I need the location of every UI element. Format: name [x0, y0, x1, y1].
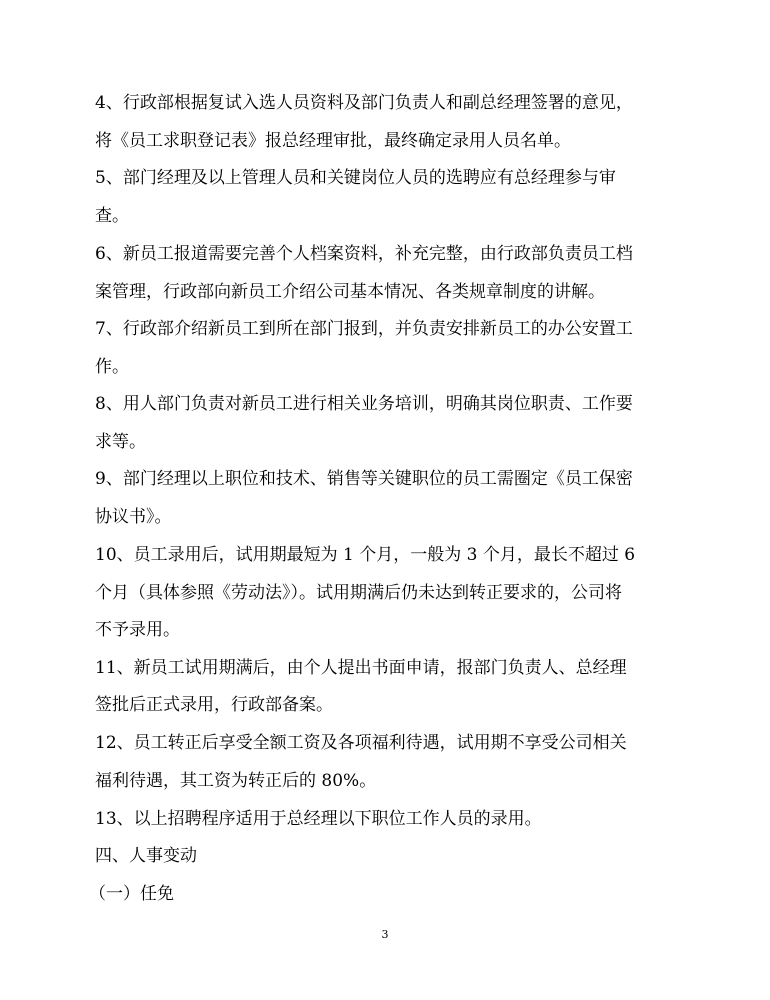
text-line: 10、员工录用后，试用期最短为 1 个月，一般为 3 个月，最长不超过 6: [95, 545, 636, 565]
text-line: 福利待遇，其工资为转正后的 80%。: [95, 771, 377, 791]
text-line: 求等。: [95, 432, 146, 452]
text-line: 签批后正式录用，行政部备案。: [95, 695, 333, 715]
text-line: 4、行政部根据复试入选人员资料及部门负责人和副总经理签署的意见，: [95, 93, 633, 113]
text-line: 12、员工转正后享受全额工资及各项福利待遇，试用期不享受公司相关: [95, 733, 627, 753]
text-line: 8、用人部门负责对新员工进行相关业务培训，明确其岗位职责、工作要: [95, 394, 633, 414]
text-line: 将《员工求职登记表》报总经理审批，最终确定录用人员名单。: [95, 131, 571, 151]
text-line: 13、以上招聘程序适用于总经理以下职位工作人员的录用。: [95, 809, 542, 829]
text-line: 协议书》。: [95, 507, 172, 527]
text-line: 9、部门经理以上职位和技术、销售等关键职位的员工需圈定《员工保密: [95, 469, 633, 489]
text-line: 作。: [95, 357, 129, 377]
text-line: 案管理，行政部向新员工介绍公司基本情况、各类规章制度的讲解。: [95, 282, 605, 302]
text-line: 5、部门经理及以上管理人员和关键岗位人员的选聘应有总经理参与审: [95, 168, 616, 188]
text-line: 6、新员工报道需要完善个人档案资料，补充完整，由行政部负责员工档: [95, 244, 633, 264]
text-line: 查。: [95, 206, 129, 226]
text-line: 11、新员工试用期满后，由个人提出书面申请，报部门负责人、总经理: [95, 658, 627, 678]
section-heading: 四、人事变动: [95, 846, 197, 866]
text-line: 个月（具体参照《劳动法》）。试用期满后仍未达到转正要求的，公司将: [95, 583, 622, 603]
text-line: 7、行政部介绍新员工到所在部门报到，并负责安排新员工的办公安置工: [95, 319, 633, 339]
subsection-heading: （一）任免: [89, 884, 174, 904]
text-line: 不予录用。: [95, 620, 180, 640]
page-number: 3: [381, 928, 389, 941]
